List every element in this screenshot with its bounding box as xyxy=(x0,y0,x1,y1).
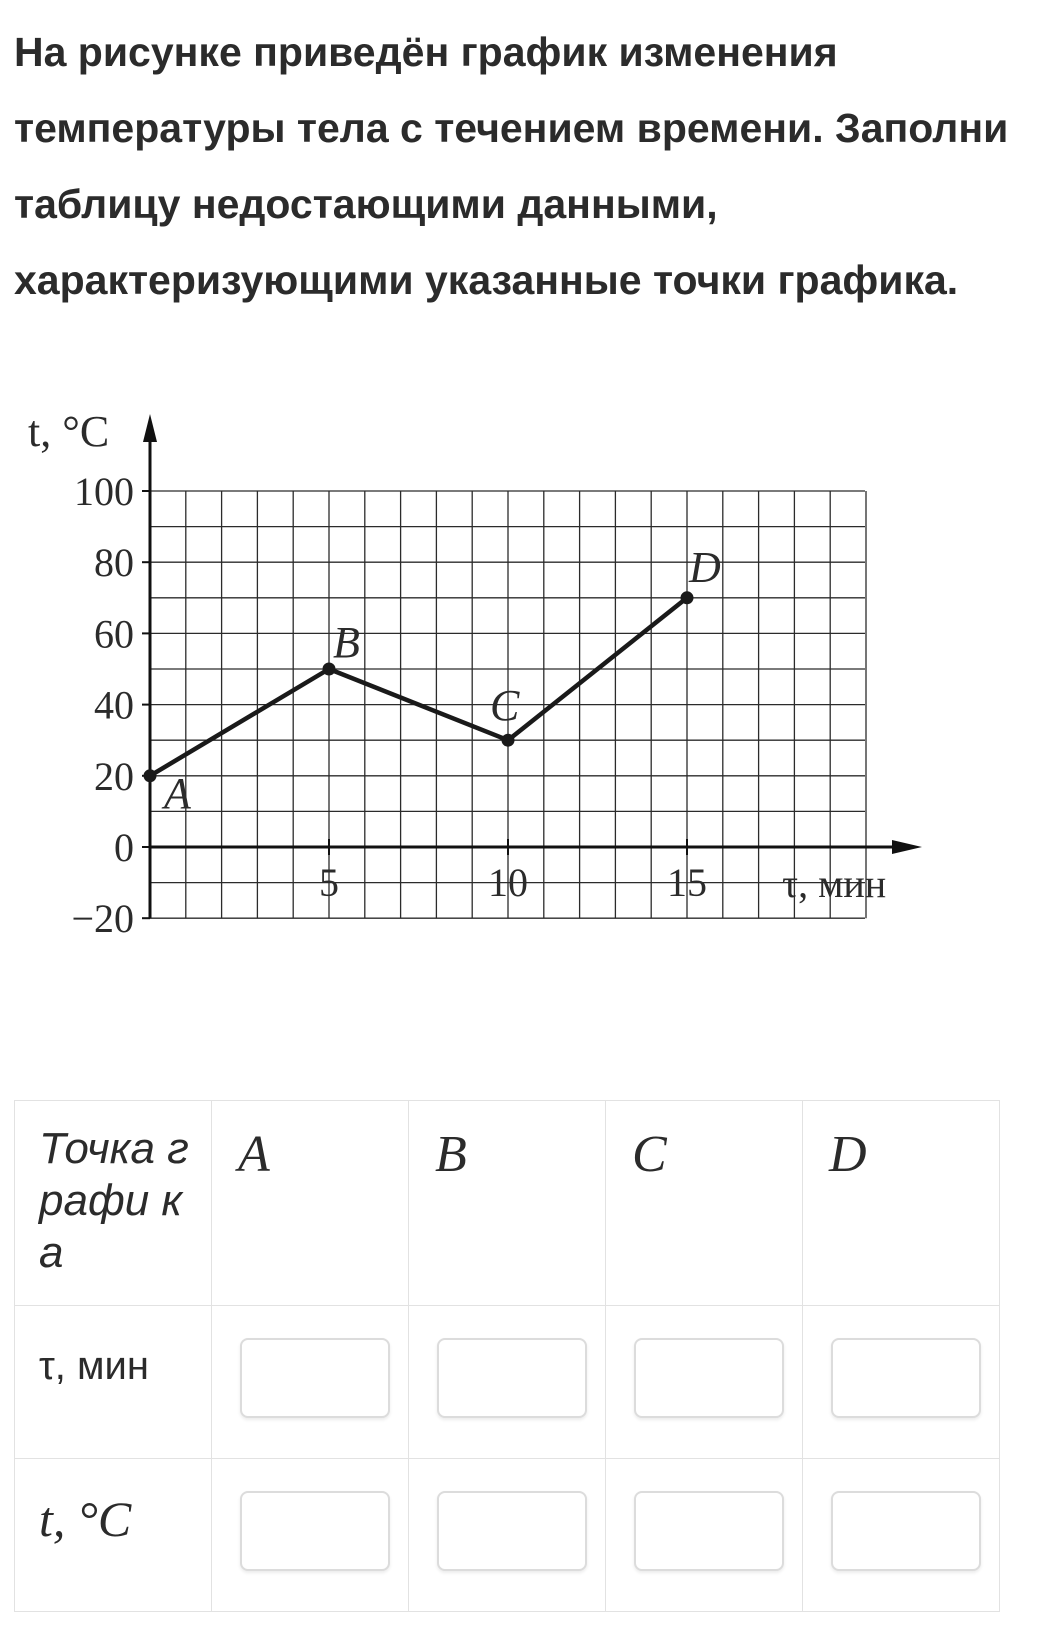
x-tick-label: 5 xyxy=(319,860,339,905)
y-axis-arrow xyxy=(143,414,157,442)
table-cell xyxy=(606,1306,803,1459)
temp-b-input[interactable] xyxy=(437,1491,587,1571)
y-tick-label: 100 xyxy=(74,469,134,514)
tau-a-input[interactable] xyxy=(240,1338,390,1418)
data-point-d xyxy=(681,591,694,604)
point-a-label: A xyxy=(238,1126,270,1183)
table-row-tau xyxy=(15,1306,1000,1459)
tau-d-input[interactable] xyxy=(831,1338,981,1418)
table-cell xyxy=(15,1306,212,1459)
table-cell xyxy=(15,1459,212,1612)
point-b-label: B xyxy=(435,1126,467,1183)
y-axis-label: t, °C xyxy=(28,407,110,456)
task-text: На рисунке приведён график изменения температуры тела с течением времени. Заполни таблицу недостающими данными, характеризующими указанные точки графика. xyxy=(14,29,1009,303)
table-cell xyxy=(606,1101,803,1306)
table-cell xyxy=(803,1306,1000,1459)
point-header-label: Точка графи ка xyxy=(39,1124,189,1277)
tau-c-input[interactable] xyxy=(634,1338,784,1418)
point-label-a: A xyxy=(164,768,191,818)
chart-tick-labels xyxy=(28,407,886,941)
data-point-c xyxy=(502,734,515,747)
data-point-a xyxy=(144,769,157,782)
temperature-row-label: t, °C xyxy=(39,1491,132,1547)
point-label-d: D xyxy=(689,542,721,592)
chart-data-points xyxy=(144,543,722,818)
table-cell xyxy=(212,1459,409,1612)
y-tick-label: 20 xyxy=(94,753,134,799)
chart-axes xyxy=(142,414,922,918)
point-label-c: C xyxy=(490,681,520,731)
y-tick-label: 40 xyxy=(94,682,134,728)
x-axis-arrow xyxy=(892,840,922,854)
table-cell xyxy=(212,1306,409,1459)
table-cell xyxy=(606,1459,803,1612)
temperature-chart xyxy=(0,400,1043,980)
point-c-label: C xyxy=(632,1126,667,1183)
tau-b-input[interactable] xyxy=(437,1338,587,1418)
table-cell xyxy=(212,1101,409,1306)
y-tick-label: −20 xyxy=(71,896,134,942)
table-cell xyxy=(15,1101,212,1306)
table-cell xyxy=(409,1101,606,1306)
y-tick-label: 0 xyxy=(114,825,134,870)
chart-series-line xyxy=(150,598,687,776)
y-tick-label: 80 xyxy=(94,540,134,586)
point-label-b: B xyxy=(333,618,360,667)
x-tick-label: 10 xyxy=(488,860,528,905)
answer-table xyxy=(14,1100,1000,1612)
table-row-temperature xyxy=(15,1459,1000,1612)
series-line xyxy=(150,598,687,776)
temp-a-input[interactable] xyxy=(240,1491,390,1571)
tau-row-label: τ, мин xyxy=(39,1344,149,1388)
table-cell xyxy=(409,1459,606,1612)
table-header-row xyxy=(15,1101,1000,1306)
y-tick-label: 60 xyxy=(94,611,134,657)
table-cell xyxy=(409,1306,606,1459)
temp-c-input[interactable] xyxy=(634,1491,784,1571)
point-d-label: D xyxy=(829,1126,867,1183)
x-axis-label: τ, мин xyxy=(782,861,887,906)
table-cell xyxy=(803,1459,1000,1612)
x-tick-label: 15 xyxy=(667,860,707,905)
temp-d-input[interactable] xyxy=(831,1491,981,1571)
table-cell xyxy=(803,1101,1000,1306)
